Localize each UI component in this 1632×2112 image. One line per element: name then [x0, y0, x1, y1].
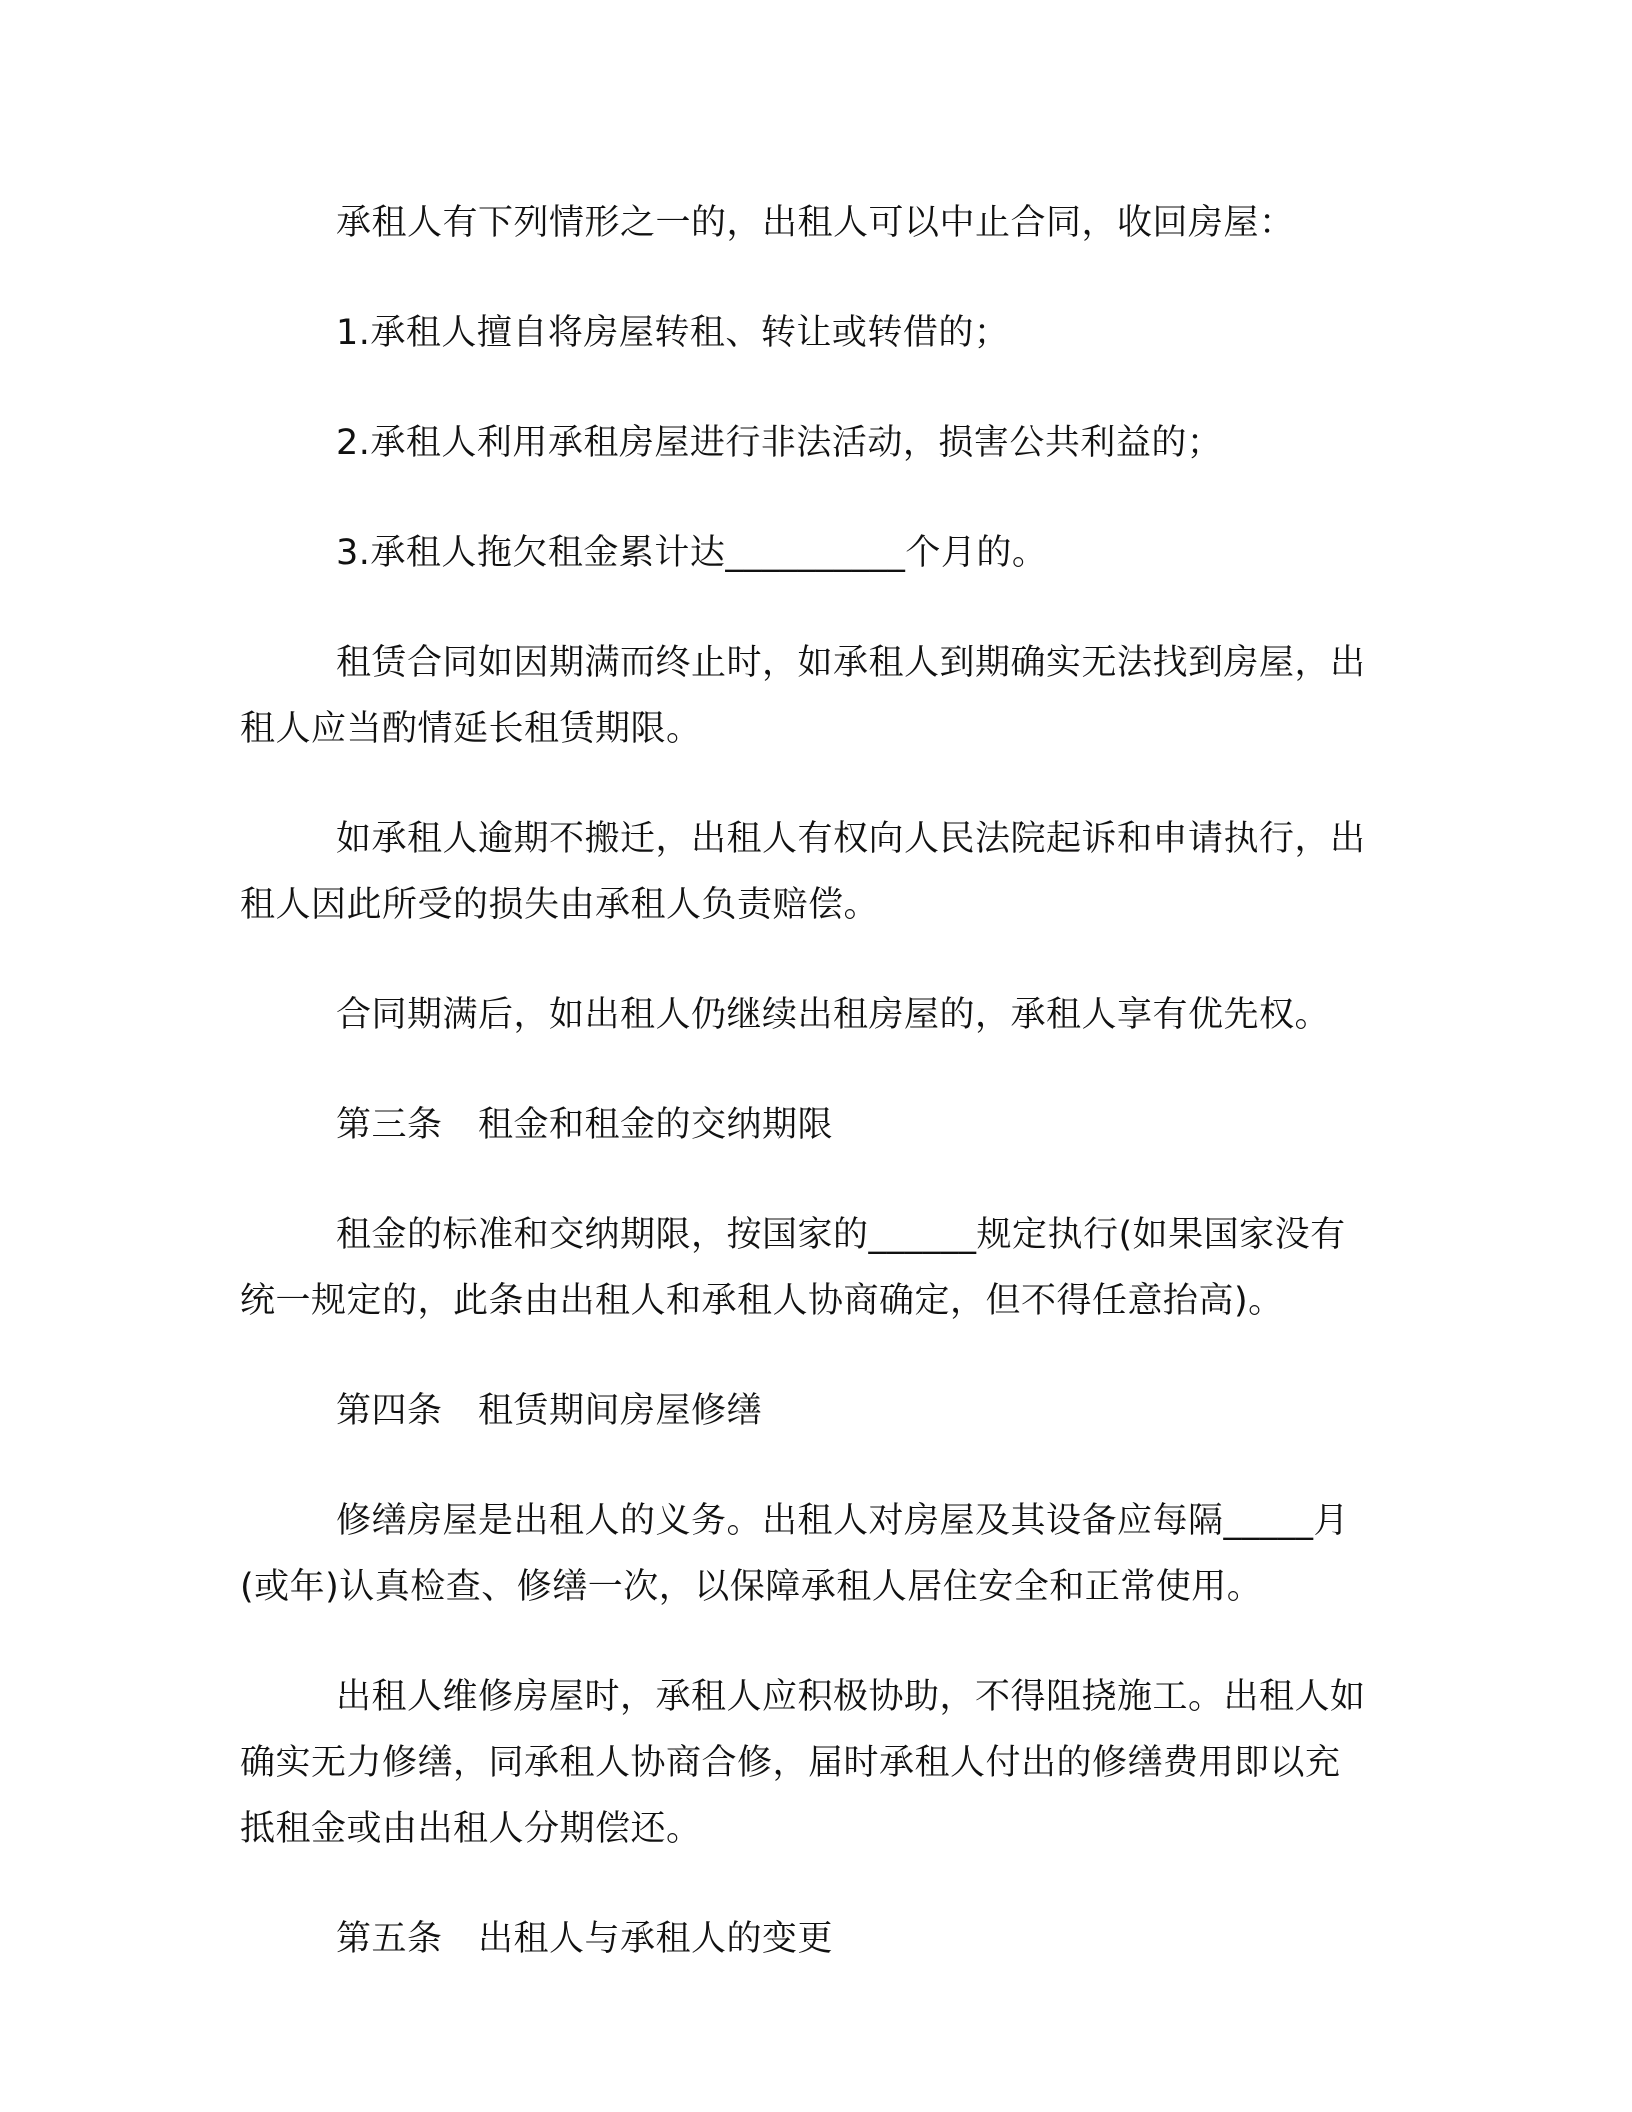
section-heading-article-5: 第五条 出租人与承租人的变更	[336, 1919, 834, 1959]
paragraph-repair-duty: 修缮房屋是出租人的义务。出租人对房屋及其设备应每隔_____月(或年)认真检查、修缮一次，以保障承租人居住安全和正常使用。	[240, 1501, 1350, 1607]
document-body	[240, 190, 1370, 2016]
paragraph-rent-standard: 租金的标准和交纳期限，按国家的______规定执行(如果国家没有统一规定的，此条由出租人和承租人协商确定，但不得任意抬高)。	[240, 1215, 1346, 1321]
list-item-sublease: 1.承租人擅自将房屋转租、转让或转借的；	[336, 313, 1010, 353]
paragraph-lease-extension: 租赁合同如因期满而终止时，如承租人到期确实无法找到房屋，出租人应当酌情延长租赁期限。	[240, 643, 1366, 749]
section-heading-article-4: 第四条 租赁期间房屋修缮	[336, 1391, 763, 1431]
paragraph-overdue-vacate: 如承租人逾期不搬迁，出租人有权向人民法院起诉和申请执行，出租人因此所受的损失由承租人负责赔偿。	[240, 819, 1366, 925]
list-item-rent-arrears: 3.承租人拖欠租金累计达__________个月的。	[336, 533, 1048, 573]
list-item-illegal-activity: 2.承租人利用承租房屋进行非法活动，损害公共利益的；	[336, 423, 1223, 463]
paragraph-repair-cooperation: 出租人维修房屋时，承租人应积极协助，不得阻挠施工。出租人如确实无力修缮，同承租人协商合修，届时承租人付出的修缮费用即以充抵租金或由出租人分期偿还。	[240, 1677, 1366, 1849]
paragraph-priority-right: 合同期满后，如出租人仍继续出租房屋的，承租人享有优先权。	[336, 995, 1331, 1035]
section-heading-article-3: 第三条 租金和租金的交纳期限	[336, 1105, 834, 1145]
paragraph-termination-conditions: 承租人有下列情形之一的，出租人可以中止合同，收回房屋：	[336, 203, 1295, 243]
